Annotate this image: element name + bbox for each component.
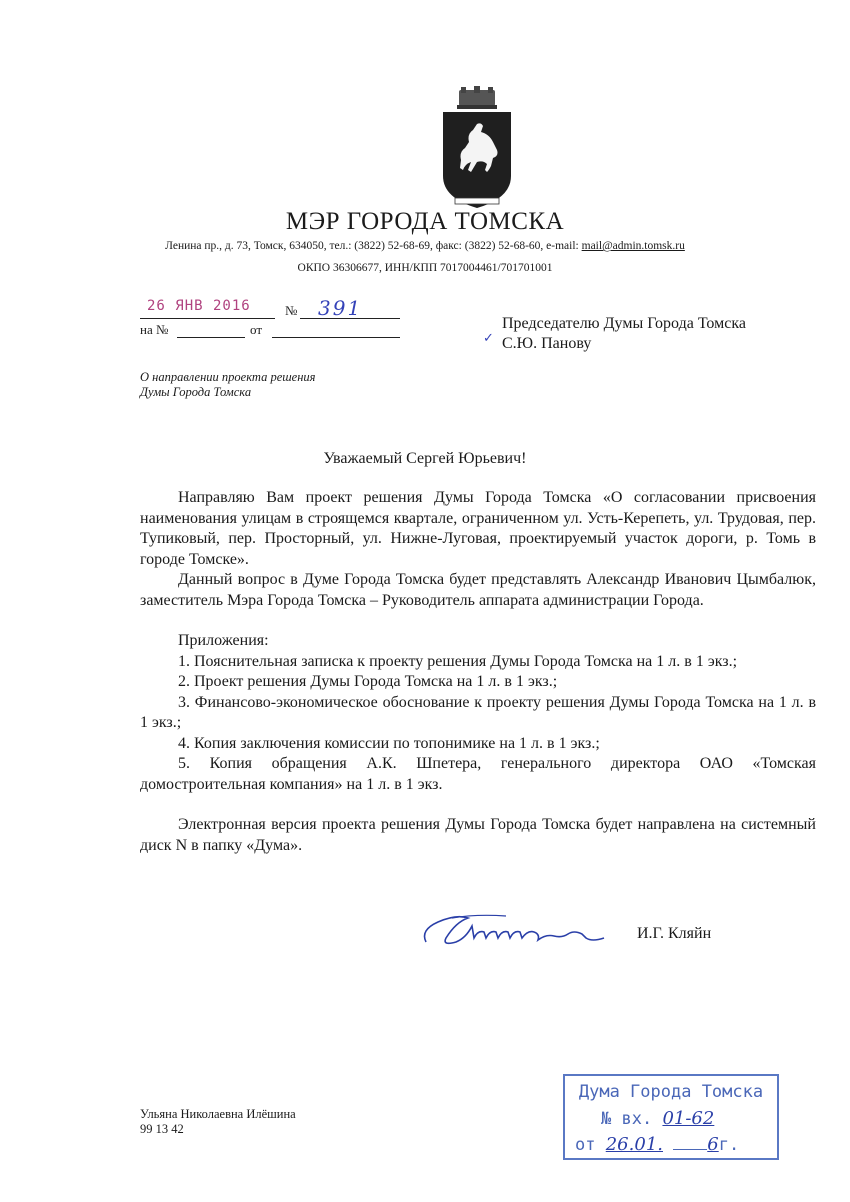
date-underline <box>140 318 275 319</box>
stamp-date-label: от <box>575 1135 596 1155</box>
attachment-item: 3. Финансово-экономическое обоснование к проекту решения Думы Города Томска на 1 л. в 1 экз.; <box>140 693 816 731</box>
stamp-org: Дума Города Томска <box>578 1082 764 1102</box>
stamp-date-value: 26.01. <box>605 1134 663 1155</box>
greeting: Уважаемый Сергей Юрьевич! <box>323 450 527 467</box>
outgoing-date-stamp: 26 ЯНВ 2016 <box>147 298 251 314</box>
check-mark-icon: ✓ <box>483 330 494 345</box>
letterhead-codes: ОКПО 36306677, ИНН/КПП 7017004461/701701001 <box>297 262 553 274</box>
stamp-year-suffix: г. <box>718 1135 740 1155</box>
number-label: № <box>285 303 298 318</box>
executor-phone: 99 13 42 <box>140 1122 184 1136</box>
ref-number-underline <box>177 337 245 338</box>
incoming-registration-stamp <box>563 1074 779 1160</box>
stamp-year-blank <box>673 1149 707 1150</box>
stamp-number-label: № вх. <box>601 1109 653 1129</box>
addressee-name: С.Ю. Панову <box>502 335 592 352</box>
attachment-item: 4. Копия заключения комиссии по топонимике на 1 л. в 1 экз.; <box>178 734 600 752</box>
attachment-item: 1. Пояснительная записка к проекту решения Думы Города Томска на 1 л. в 1 экз.; <box>178 652 738 670</box>
signer-name: И.Г. Кляйн <box>637 925 712 942</box>
executor-block <box>140 1107 296 1137</box>
address-text: Ленина пр., д. 73, Томск, 634050, тел.: (3822) 52-68-69, факс: (3822) 52-68-60, e-mail: <box>165 240 582 252</box>
stamp-number-value: 01-62 <box>662 1108 715 1129</box>
attachments-title: Приложения: <box>178 632 269 649</box>
letterhead-title: МЭР ГОРОДА ТОМСКА <box>285 208 565 235</box>
number-underline <box>300 318 400 319</box>
handwritten-signature <box>416 908 616 952</box>
executor-name: Ульяна Николаевна Илёшина <box>140 1107 296 1121</box>
subject-line-1: О направлении проекта решения <box>140 370 316 384</box>
stamp-year-tail: 6 <box>707 1134 719 1155</box>
attachment-item: 5. Копия обращения А.К. Шпетера, генерального директора ОАО «Томская домостроительная компания» на 1 л. в 1 экз. <box>140 755 816 793</box>
email-link[interactable]: mail@admin.tomsk.ru <box>581 240 685 252</box>
subject-line-2: Думы Города Томска <box>140 385 252 399</box>
ref-date-underline <box>272 337 400 338</box>
stamp-number-row <box>601 1108 714 1129</box>
attachment-item: 2. Проект решения Думы Города Томска на 1 л. в 1 экз.; <box>178 673 558 690</box>
addressee-block <box>502 314 746 354</box>
stamp-date-row <box>575 1134 739 1155</box>
ref-date-label: от <box>250 322 263 337</box>
subject-block <box>140 370 316 400</box>
paragraph-2: Данный вопрос в Думе Города Томска будет представлять Александр Иванович Цымбалюк, заместитель Мэра Города Томска – Руководитель аппарата администрации Города. <box>140 571 816 609</box>
outgoing-number: 391 <box>318 296 363 320</box>
letterhead-address <box>0 240 850 252</box>
addressee-title: Председателю Думы Города Томска <box>502 315 746 332</box>
ref-number-label: на № <box>140 322 169 337</box>
city-coat-of-arms <box>437 86 517 212</box>
letter-body <box>140 488 816 856</box>
paragraph-1: Направляю Вам проект решения Думы Города Томска «О согласовании присвоения наименования улицам в строящемся квартале, ограниченном ул. Усть-Керепеть, ул. Трудовая, пер. Тупиковый, пер. Просторный, ул. Нижне-Луговая, проектируемый участок дороги, р. Томь в городе Томске». <box>140 489 816 568</box>
paragraph-3: Электронная версия проекта решения Думы Города Томска будет направлена на системный диск N в папку «Дума». <box>140 816 816 854</box>
